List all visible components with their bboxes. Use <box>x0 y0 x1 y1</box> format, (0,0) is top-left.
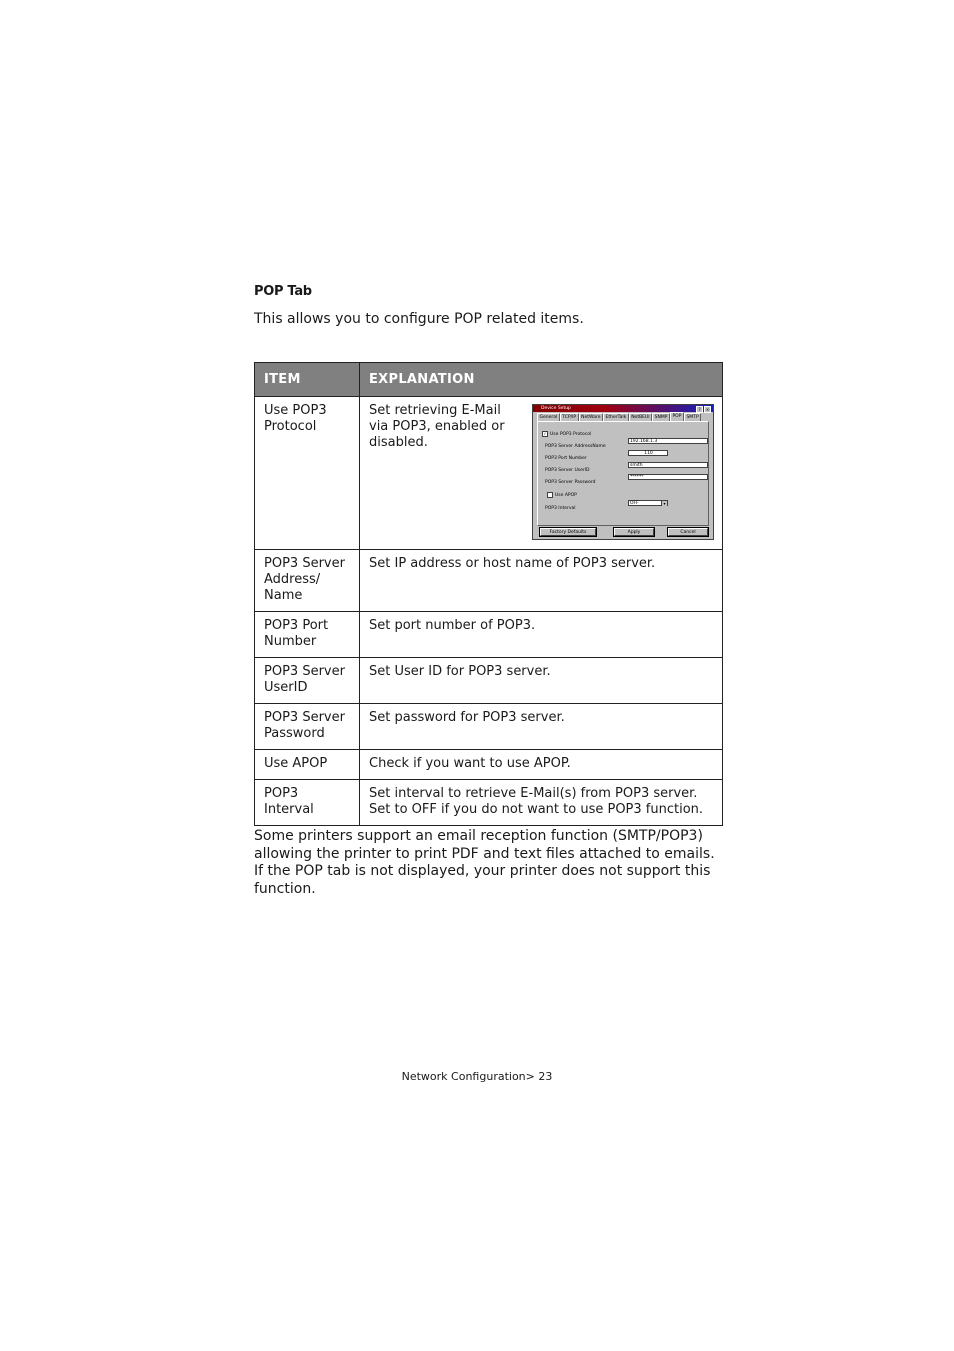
section-intro: This allows you to configure POP related items. <box>254 311 584 327</box>
chevron-down-icon: ▾ <box>661 501 667 506</box>
table-header-row <box>255 363 723 397</box>
item-cell: POP3 Interval <box>255 780 360 826</box>
use-pop3-checkbox: ✓ <box>543 430 547 436</box>
interval-value: OFF <box>630 501 639 506</box>
tab-netbeui: NetBEUI <box>629 413 652 421</box>
pop-items-table <box>254 362 723 826</box>
tab-general: General <box>537 413 560 421</box>
server-address-label: POP3 Server AddressName <box>545 444 606 449</box>
dialog-panel <box>537 421 709 526</box>
userid-field: smith <box>628 462 708 468</box>
header-explanation: EXPLANATION <box>360 363 723 397</box>
tab-snmp: SNMP <box>652 413 670 421</box>
device-setup-dialog-screenshot <box>532 404 714 540</box>
port-label: POP3 Port Number <box>545 456 587 461</box>
header-item: ITEM <box>255 363 360 397</box>
table-row <box>255 658 723 704</box>
dialog-title: Device Setup <box>541 406 571 411</box>
table-row <box>255 704 723 750</box>
password-field: ****** <box>628 474 708 480</box>
item-cell: POP3 Server Address/ Name <box>255 550 360 612</box>
table-row <box>255 750 723 780</box>
tab-tcpip: TCP/IP <box>560 413 579 421</box>
table-row <box>255 612 723 658</box>
item-cell: POP3 Server Password <box>255 704 360 750</box>
table-row <box>255 397 723 550</box>
cancel-button: Cancel <box>668 528 708 536</box>
password-label: POP3 Server Password <box>545 480 596 485</box>
explanation-cell: Set port number of POP3. <box>360 612 723 658</box>
tab-pop: POP <box>670 412 684 421</box>
help-icon: ? <box>696 406 703 413</box>
explanation-cell: Check if you want to use APOP. <box>360 750 723 780</box>
apop-checkbox <box>547 492 553 498</box>
explanation-cell: Set password for POP3 server. <box>360 704 723 750</box>
tab-netware: NetWare <box>579 413 603 421</box>
tab-smtp: SMTP <box>684 413 701 421</box>
factory-defaults-button: Factory Defaults <box>540 528 596 536</box>
item-cell: Use APOP <box>255 750 360 780</box>
item-cell: POP3 Port Number <box>255 612 360 658</box>
userid-label: POP3 Server UserID <box>545 468 590 473</box>
server-address-field: 192.168.1.3 <box>628 438 708 444</box>
close-icon: × <box>705 407 710 412</box>
apop-label: Use APOP <box>555 493 577 498</box>
closing-paragraph: Some printers support an email reception function (SMTP/POP3) allowing the printer to print PDF and text files attached to emails. If the POP tab is not displayed, your printer does not support this function. <box>254 828 715 897</box>
explanation-text: Set retrieving E-Mail via POP3, enabled or disabled. <box>369 403 505 450</box>
section-heading: POP Tab <box>254 284 312 299</box>
explanation-cell: Set User ID for POP3 server. <box>360 658 723 704</box>
use-pop3-label: Use POP3 Protocol <box>550 432 592 437</box>
explanation-cell <box>360 397 723 550</box>
port-field: 110 <box>628 450 668 456</box>
table-row <box>255 780 723 826</box>
item-cell: Use POP3 Protocol <box>255 397 360 550</box>
apply-button: Apply <box>614 528 654 536</box>
dialog-titlebar <box>533 405 713 412</box>
interval-label: POP3 Interval <box>545 506 576 511</box>
dialog-tabs <box>533 412 713 421</box>
explanation-cell: Set interval to retrieve E-Mail(s) from POP3 server. Set to OFF if you do not want to use POP3 function. <box>360 780 723 826</box>
item-cell: POP3 Server UserID <box>255 658 360 704</box>
page-footer: Network Configuration> 23 <box>401 1070 553 1083</box>
interval-select <box>628 500 668 506</box>
explanation-cell: Set IP address or host name of POP3 server. <box>360 550 723 612</box>
table-row <box>255 550 723 612</box>
tab-ethertalk: EtherTalk <box>603 413 629 421</box>
